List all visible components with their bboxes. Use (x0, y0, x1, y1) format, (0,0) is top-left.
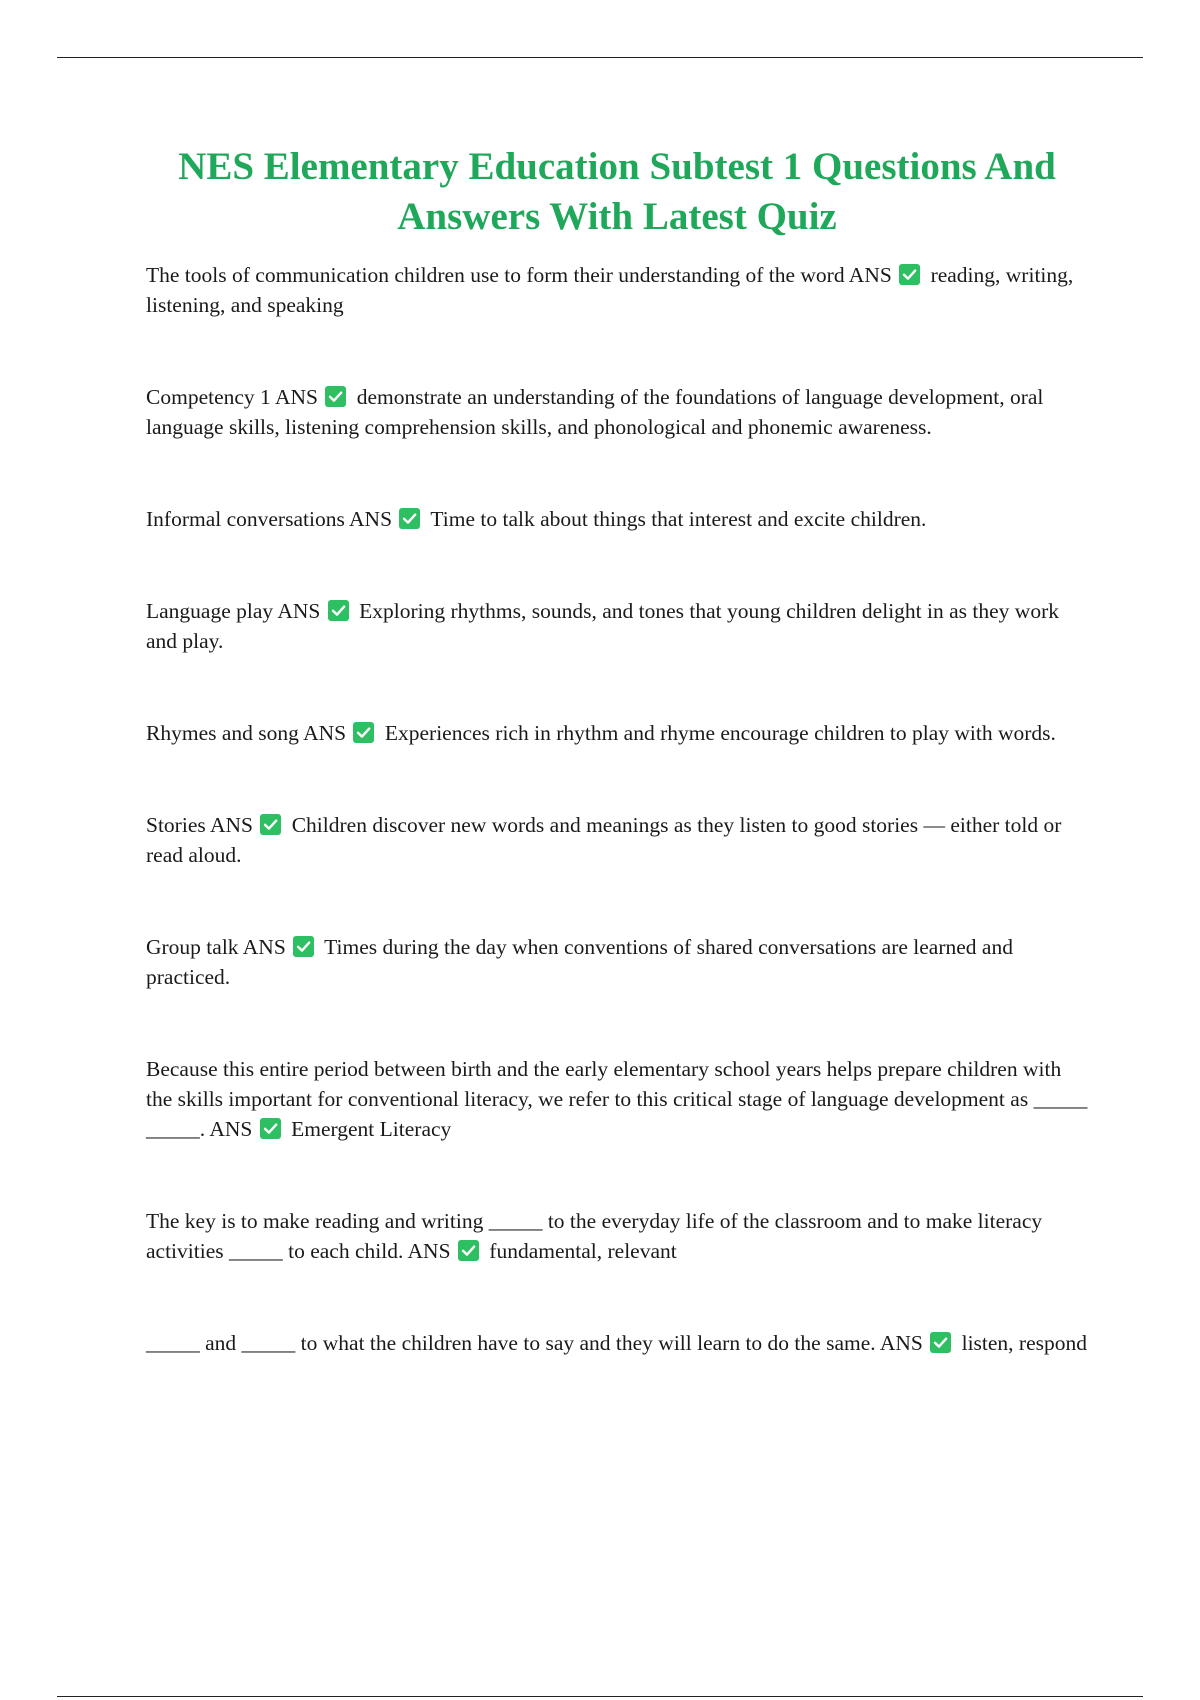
qa-item (146, 596, 1088, 656)
qa-question: _____ and _____ to what the children have to say and they will learn to do the same. (146, 1331, 876, 1355)
document-body (146, 142, 1088, 1358)
qa-question: Group talk (146, 935, 239, 959)
check-icon (260, 814, 281, 835)
qa-question: The key is to make reading and writing _____ to the everyday life of the classroom and to make literacy activities _____ to each child. (146, 1209, 1043, 1263)
ans-label: ANS (879, 1331, 923, 1355)
qa-item (146, 1054, 1088, 1144)
qa-answer: fundamental, relevant (489, 1239, 677, 1263)
ans-label: ANS (209, 813, 253, 837)
qa-answer: Times during the day when conventions of shared conversations are learned and practiced. (146, 935, 1013, 989)
check-icon (325, 386, 346, 407)
qa-answer: listen, respond (961, 1331, 1087, 1355)
qa-answer: demonstrate an understanding of the foundations of language development, oral language skills, listening comprehension skills, and phonological and phonemic awareness. (146, 385, 1044, 439)
qa-answer: Exploring rhythms, sounds, and tones that young children delight in as they work and play. (146, 599, 1059, 653)
qa-question: Stories (146, 813, 206, 837)
qa-question: Language play (146, 599, 274, 623)
check-icon (458, 1240, 479, 1261)
qa-item (146, 1206, 1088, 1266)
document-title: NES Elementary Education Subtest 1 Questions And Answers With Latest Quiz (178, 145, 1056, 238)
qa-answer: Time to talk about things that interest and excite children. (430, 507, 927, 531)
qa-item (146, 810, 1088, 870)
qa-list (146, 260, 1088, 1358)
qa-question: Because this entire period between birth and the early elementary school years helps prepare children with the skills important for conventional literacy, we refer to this critical stage of language development as _____ _____. (146, 1057, 1088, 1141)
qa-item (146, 260, 1088, 320)
ans-label: ANS (349, 507, 393, 531)
check-icon (293, 936, 314, 957)
ans-label: ANS (407, 1239, 451, 1263)
qa-question: Rhymes and song (146, 721, 299, 745)
check-icon (930, 1332, 951, 1353)
check-icon (399, 508, 420, 529)
qa-question: The tools of communication children use to form their understanding of the word (146, 263, 845, 287)
ans-label: ANS (275, 385, 319, 409)
check-icon (328, 600, 349, 621)
bottom-rule (57, 1696, 1143, 1697)
ans-label: ANS (209, 1117, 253, 1141)
ans-label: ANS (277, 599, 321, 623)
ans-label: ANS (242, 935, 286, 959)
qa-question: Competency 1 (146, 385, 271, 409)
qa-item (146, 1328, 1088, 1358)
qa-answer: Emergent Literacy (291, 1117, 452, 1141)
qa-question: Informal conversations (146, 507, 345, 531)
qa-item (146, 718, 1088, 748)
qa-answer: reading, writing, listening, and speaking (146, 263, 1074, 317)
check-icon (260, 1118, 281, 1139)
check-icon (899, 264, 920, 285)
ans-label: ANS (303, 721, 347, 745)
ans-label: ANS (848, 263, 892, 287)
qa-answer: Children discover new words and meanings as they listen to good stories — either told or read aloud. (146, 813, 1062, 867)
top-rule (57, 57, 1143, 58)
qa-item (146, 932, 1088, 992)
qa-item (146, 382, 1088, 442)
qa-answer: Experiences rich in rhythm and rhyme encourage children to play with words. (384, 721, 1056, 745)
qa-item (146, 504, 1088, 534)
check-icon (353, 722, 374, 743)
